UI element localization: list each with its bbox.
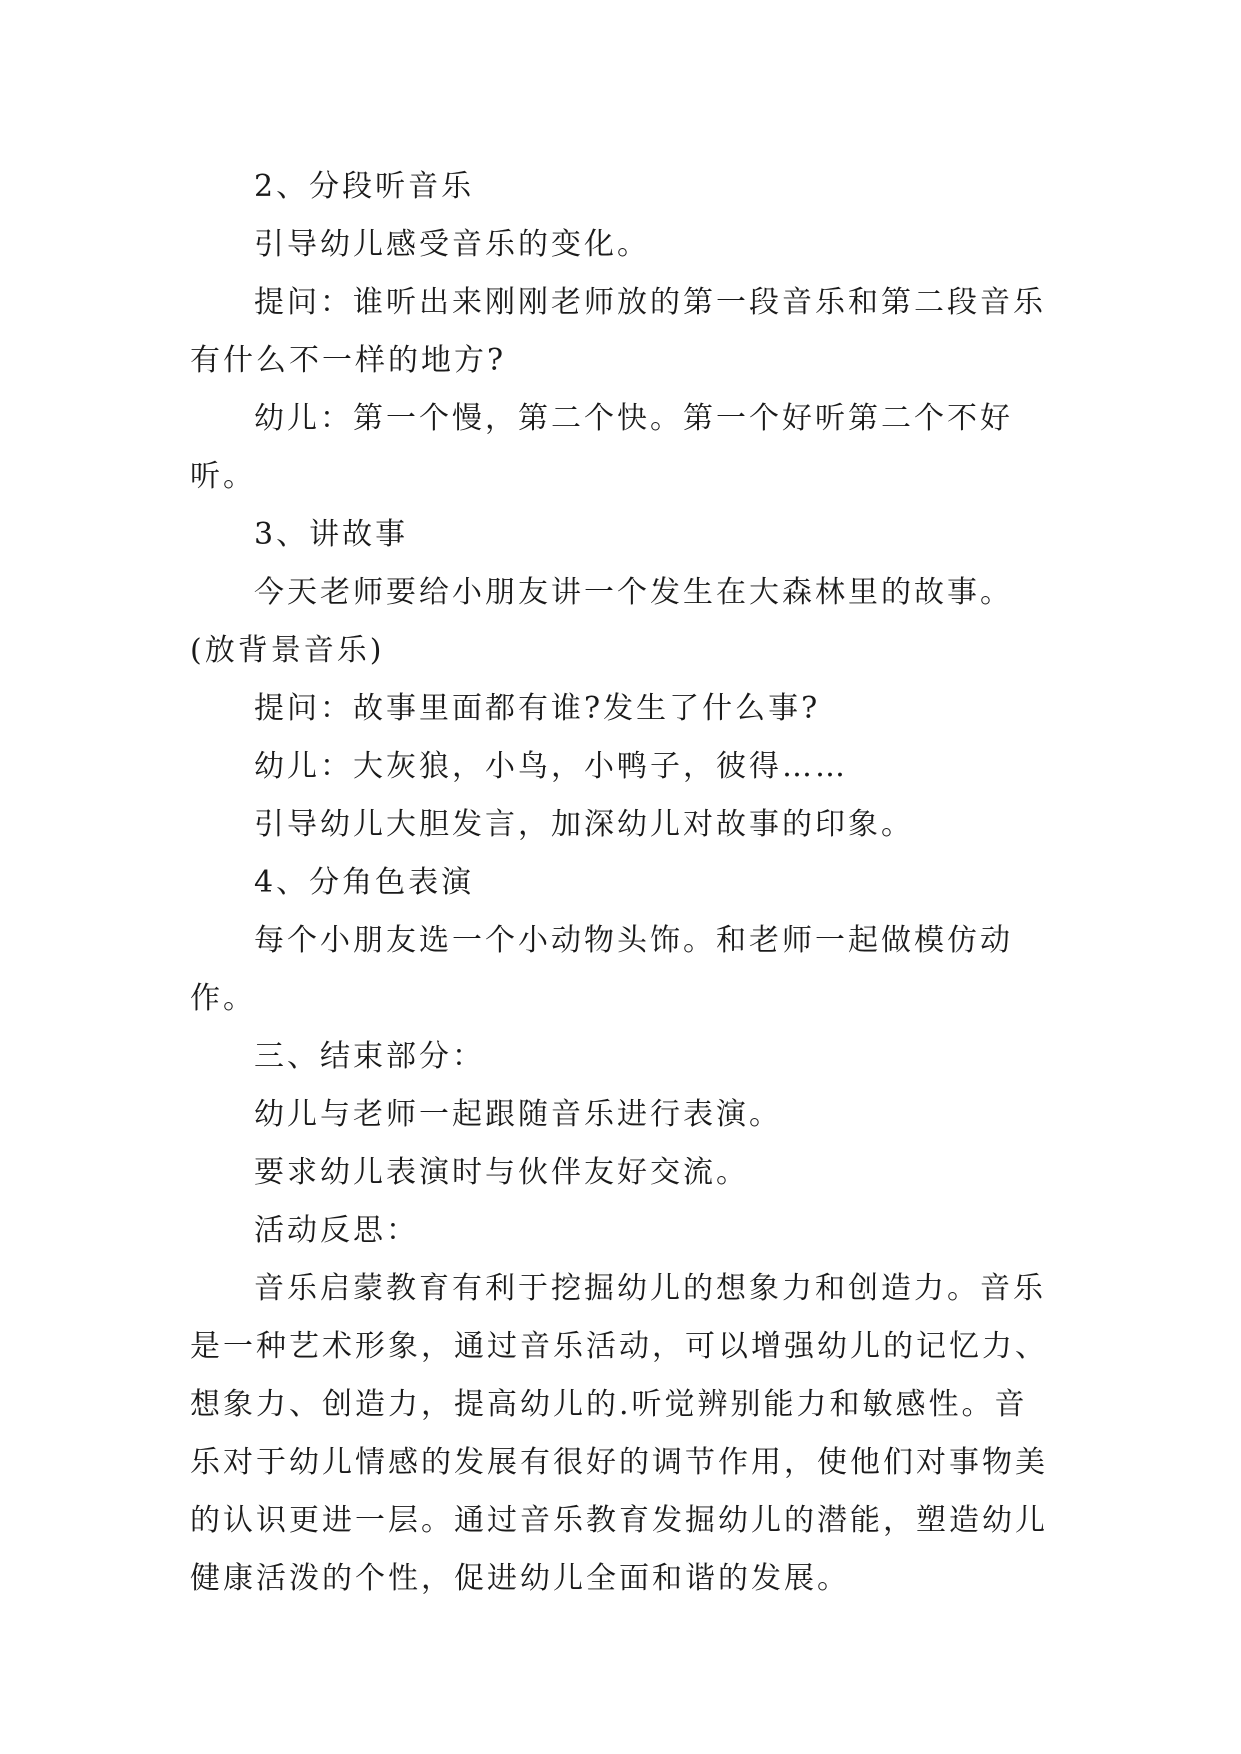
paragraph: 每个小朋友选一个小动物头饰。和老师一起做模仿动作。 (190, 923, 1013, 1016)
paragraph: 要求幼儿表演时与伙伴友好交流。 (254, 1155, 749, 1190)
paragraph-reflection-heading: 活动反思： (254, 1213, 419, 1248)
paragraph-section-3-heading: 3、讲故事 (254, 517, 409, 552)
paragraph-section-2-heading: 2、分段听音乐 (254, 169, 475, 204)
paragraph-ending-heading: 三、结束部分： (254, 1039, 485, 1074)
paragraph: 引导幼儿大胆发言，加深幼儿对故事的印象。 (254, 807, 914, 842)
paragraph: 提问：故事里面都有谁?发生了什么事? (254, 691, 821, 726)
paragraph-reflection-body: 音乐启蒙教育有利于挖掘幼儿的想象力和创造力。音乐是一种艺术形象，通过音乐活动，可以增强幼儿的记忆力、想象力、创造力，提高幼儿的.听觉辨别能力和敏感性。音乐对于幼儿情感的发展有很好的调节作用，使他们对事物美的认识更进一层。通过音乐教育发掘幼儿的潜能，塑造幼儿健康活泼的个性，促进幼儿全面和谐的发展。 (190, 1271, 1048, 1596)
document-body (190, 158, 1060, 1608)
paragraph: 提问：谁听出来刚刚老师放的第一段音乐和第二段音乐有什么不一样的地方? (190, 285, 1046, 378)
paragraph: 幼儿与老师一起跟随音乐进行表演。 (254, 1097, 782, 1132)
paragraph: 幼儿：大灰狼，小鸟，小鸭子，彼得…… (254, 749, 848, 784)
paragraph: 今天老师要给小朋友讲一个发生在大森林里的故事。(放背景音乐) (190, 575, 1013, 668)
paragraph: 幼儿：第一个慢，第二个快。第一个好听第二个不好听。 (190, 401, 1013, 494)
paragraph-section-4-heading: 4、分角色表演 (254, 865, 475, 900)
paragraph: 引导幼儿感受音乐的变化。 (254, 227, 650, 262)
